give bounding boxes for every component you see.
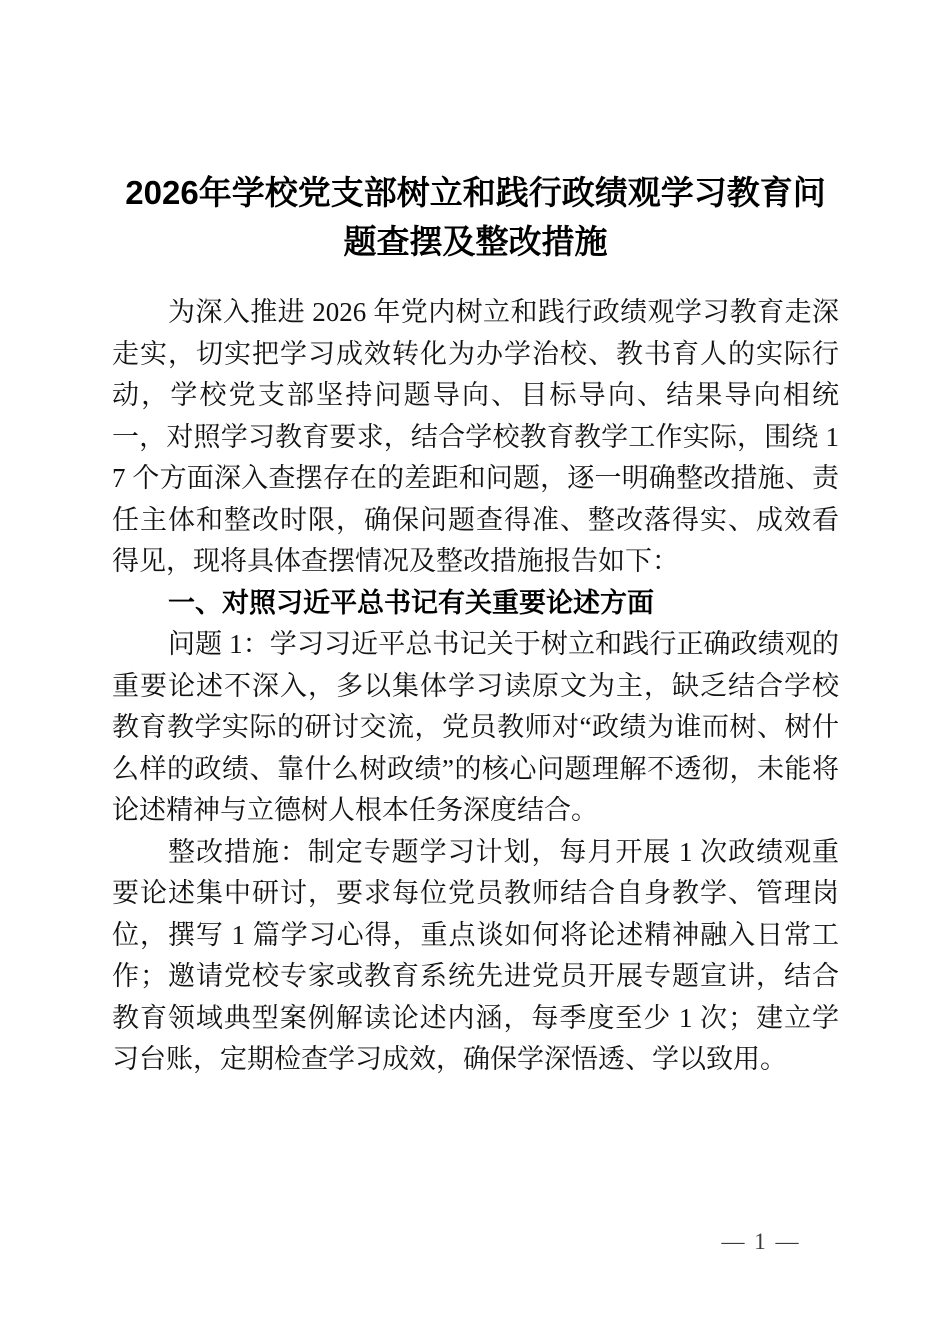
section-heading-1: 一、对照习近平总书记有关重要论述方面 [168,587,654,618]
page-footer [0,1228,950,1256]
page-number: — 1 — [721,1229,801,1254]
measure-paragraph-1: 整改措施：制定专题学习计划，每月开展 1 次政绩观重要论述集中研讨，要求每位党员教师结合自身教学、管理岗位，撰写 1 篇学习心得，重点谈如何将论述精神融入日常工作；邀请党校专家或教育系统先进党员开展专题宣讲，结合教育领域典型案例解读论述内涵，每季度至少 1 次；建立学习台账，定期检查学习成效，确保学深悟透、学以致用。 [112,836,839,1074]
intro-paragraph: 为深入推进 2026 年党内树立和践行政绩观学习教育走深走实，切实把学习成效转化为办学治校、教书育人的实际行动，学校党支部坚持问题导向、目标导向、结果导向相统一，对照学习教育要求，结合学校教育教学工作实际，围绕 17 个方面深入查摆存在的差距和问题，逐一明确整改措施、责任主体和整改时限，确保问题查得准、整改落得实、成效看得见，现将具体查摆情况及整改措施报告如下： [112,297,839,576]
document-body [112,168,839,1081]
page-title: 2026年学校党支部树立和践行政绩观学习教育问题查摆及整改措施 [125,174,826,260]
problem-paragraph-1: 问题 1：学习习近平总书记关于树立和践行正确政绩观的重要论述不深入，多以集体学习读原文为主，缺乏结合学校教育教学实际的研讨交流，党员教师对“政绩为谁而树、树什么样的政绩、靠什么树政绩”的核心问题理解不透彻，未能将论述精神与立德树人根本任务深度结合。 [112,629,839,825]
